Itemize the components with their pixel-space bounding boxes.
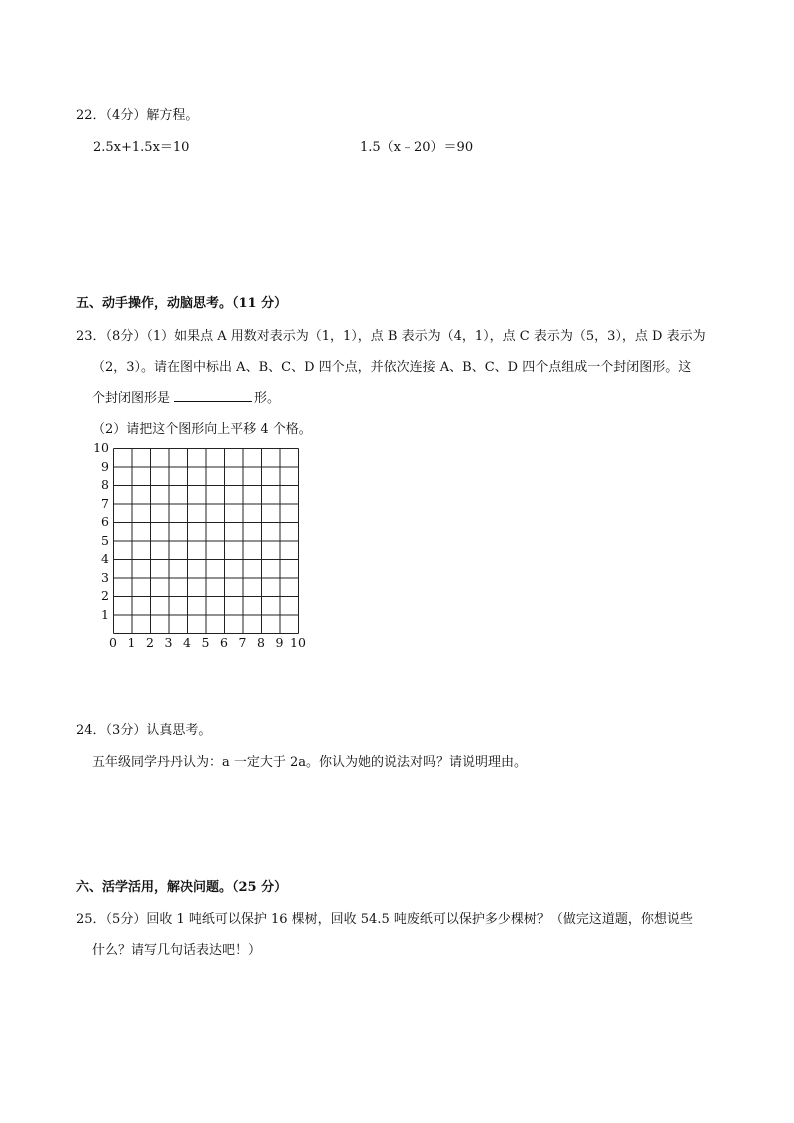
x-axis-label: 2 <box>146 635 154 650</box>
x-axis-label: 1 <box>127 635 136 650</box>
q23-line2: （2，3）。请在图中标出 A、B、C、D 四个点，并依次连接 A、B、C、D 四个点组成一个封闭图形。这 <box>92 360 692 375</box>
section5-title: 五、动手操作，动脑思考。（11 分） <box>76 296 288 311</box>
q25-line1: 25．（5分）回收 1 吨纸可以保护 16 棵树，回收 54.5 吨废纸可以保护多少棵树？（做完这道题，你想说些 <box>76 912 693 927</box>
q22-equation-2: 1.5（x﹣20）＝90 <box>360 140 474 155</box>
x-axis-label: 8 <box>257 635 265 650</box>
y-axis-label: 7 <box>101 495 109 511</box>
y-axis-label: 5 <box>101 532 109 548</box>
q24-body: 五年级同学丹丹认为：a 一定大于 2a。你认为她的说法对吗？请说明理由。 <box>92 755 528 770</box>
x-axis-label: 10 <box>290 635 306 650</box>
y-axis-label: 4 <box>101 551 109 566</box>
q23-line1: 23．（8分）（1）如果点 A 用数对表示为（1，1），点 B 表示为（4，1），点 C 表示为（5，3），点 D 表示为 <box>76 329 706 344</box>
q25-line2: 什么？请写几句话表达吧！） <box>92 943 262 958</box>
answer-blank[interactable] <box>174 389 252 402</box>
q22-equation-1: 2.5x+1.5x＝10 <box>93 140 190 155</box>
y-axis-label: 9 <box>101 458 109 474</box>
y-axis-label: 2 <box>101 588 109 603</box>
x-axis-label: 4 <box>183 635 191 650</box>
section6-title: 六、活学活用，解决问题。（25 分） <box>76 880 288 895</box>
x-axis-label: 9 <box>275 635 284 650</box>
q23-part2: （2）请把这个图形向上平移 4 个格。 <box>92 422 312 437</box>
q23-line3-after: 形。 <box>254 391 281 406</box>
y-axis-label: 8 <box>101 477 109 492</box>
x-axis-label: 6 <box>220 635 228 650</box>
q22-heading: 22．（4分）解方程。 <box>76 108 199 123</box>
q24-heading: 24．（3分）认真思考。 <box>76 723 212 738</box>
y-axis-label: 3 <box>101 569 109 585</box>
q23-line3-before: 个封闭图形是 <box>92 391 171 406</box>
x-axis-label: 5 <box>201 635 210 650</box>
y-axis-label: 6 <box>101 514 109 529</box>
x-axis-label: 0 <box>109 635 117 650</box>
x-axis-label: 7 <box>238 635 247 650</box>
coordinate-grid[interactable] <box>113 448 299 634</box>
y-axis-label: 10 <box>93 440 109 455</box>
q23-line3 <box>92 387 280 406</box>
y-axis-label: 1 <box>101 606 109 622</box>
x-axis-label: 3 <box>164 635 173 650</box>
